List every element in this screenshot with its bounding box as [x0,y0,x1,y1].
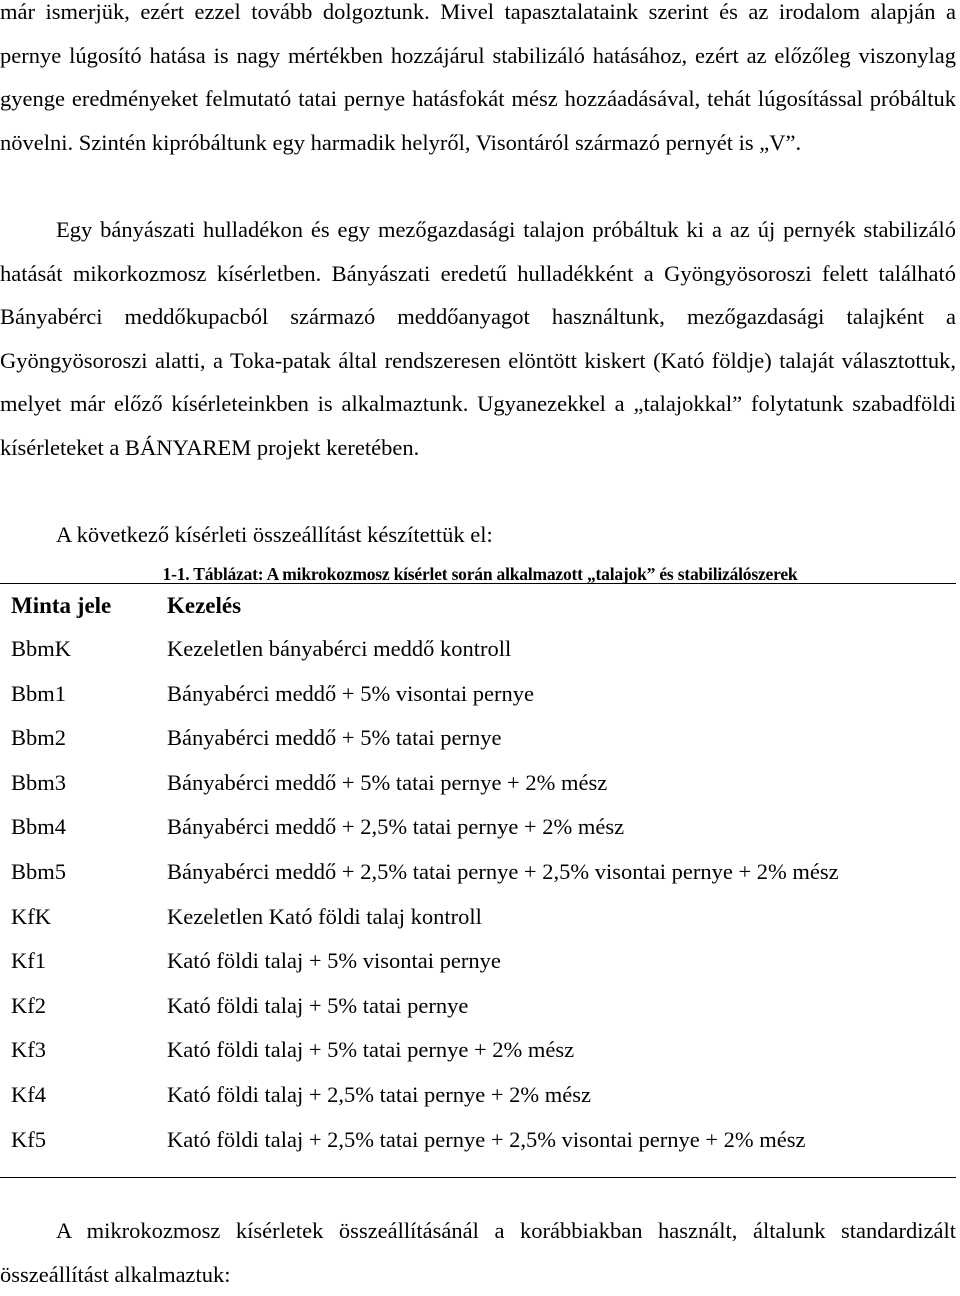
paragraph-intro: már ismerjük, ezért ezzel tovább dolgoztunk. Mivel tapasztalataink szerint és az irodalom alapján a pernye lúgosító hatása is nagy mértékben hozzájárul stabilizáló hatásához, ezért az előzőleg viszonylag gyenge eredményeket felmutató tatai pernye hatásfokát mész hozzáadásával, tehát lúgosítással próbáltuk növelni. Szintén kipróbáltunk egy harmadik helyről, Visontáról származó pernyét is „V”. [0,0,956,155]
treatment-cell: Kató földi talaj + 2,5% tatai pernye + 2,5% visontai pernye + 2% mész [167,1126,806,1152]
column-header-treatment: Kezelés [167,593,242,618]
treatment-cell: Kezeletlen Kató földi talaj kontroll [167,903,482,929]
sample-code-cell: Kf5 [11,1126,46,1152]
table-caption: 1-1. Táblázat: A mikrokozmosz kísérlet során alkalmazott „talajok” és stabilizálószerek [162,564,798,584]
treatment-cell: Bányabérci meddő + 5% tatai pernye + 2% mész [167,769,608,795]
treatment-cell: Kató földi talaj + 2,5% tatai pernye + 2% mész [167,1081,591,1107]
treatment-cell: Bányabérci meddő + 5% visontai pernye [167,680,534,706]
table-row [0,851,956,896]
table-row [0,762,956,807]
table-header-row [0,584,956,628]
sample-code-cell: Kf4 [11,1081,46,1107]
paragraph-materials: Egy bányászati hulladékon és egy mezőgazdasági talajon próbáltuk ki a az új pernyék stabilizáló hatását mikorkozmosz kísérletben. Bányászati eredetű hulladékként a Gyöngyösoroszi felett található Bányabérci meddőkupacból származó meddőanyagot használtunk, mezőgazdasági talajként a Gyöngyösoroszi alatti, a Toka-patak által rendszeresen elöntött kiskert (Kató földje) talaját választottuk, melyet már előző kísérleteinkben is alkalmaztunk. Ugyanezekkel a „talajokkal” folytatunk szabadföldi kísérleteket a BÁNYAREM projekt keretében. [0,217,956,460]
table-row [0,896,956,941]
sample-code-cell: Kf1 [11,948,46,974]
treatment-cell: Kató földi talaj + 5% tatai pernye + 2% mész [167,1037,575,1063]
treatment-cell: Bányabérci meddő + 2,5% tatai pernye + 2% mész [167,814,625,840]
table-row [0,1029,956,1074]
paragraph-standard-setup: A mikrokozmosz kísérletek összeállításánál a korábbiakban használt, általunk standardizált összeállítást alkalmaztuk: [0,1218,956,1287]
sample-code-cell: BbmK [11,636,72,661]
sample-code-cell: KfK [11,903,51,929]
table-row [0,985,956,1030]
treatment-cell: Kató földi talaj + 5% visontai pernye [167,948,501,974]
table-row [0,1074,956,1119]
sample-code-cell: Bbm4 [11,814,67,840]
treatment-cell: Bányabérci meddő + 5% tatai pernye [167,725,502,751]
treatment-cell: Kató földi talaj + 5% tatai pernye [167,992,469,1018]
sample-code-cell: Bbm5 [11,858,67,884]
table-row [0,806,956,851]
table-row [0,628,956,673]
table-row [0,717,956,762]
sample-code-cell: Kf3 [11,1037,46,1063]
table-row [0,673,956,718]
sample-code-cell: Bbm1 [11,680,67,706]
column-header-code: Minta jele [11,593,112,618]
sample-code-cell: Kf2 [11,992,46,1018]
treatment-cell: Bányabérci meddő + 2,5% tatai pernye + 2,5% visontai pernye + 2% mész [167,858,839,884]
treatment-table [0,583,956,1163]
paragraph-setup-lead: A következő kísérleti összeállítást készítettük el: [56,522,493,547]
sample-code-cell: Bbm2 [11,725,67,751]
sample-code-cell: Bbm3 [11,769,67,795]
table-bottom-rule [0,1177,956,1178]
table-row [0,940,956,985]
table-row [0,1119,956,1164]
treatment-cell: Kezeletlen bányabérci meddő kontroll [167,636,512,661]
